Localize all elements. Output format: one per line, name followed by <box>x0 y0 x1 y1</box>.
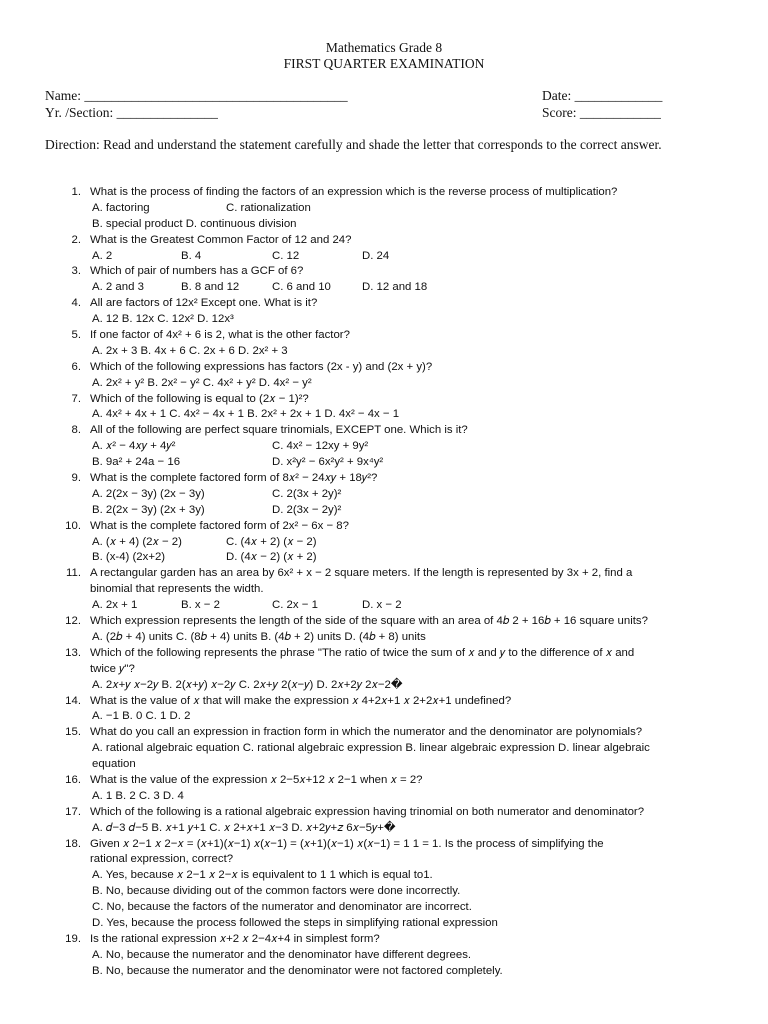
question-text: Which of the following is equal to (2𝑥 − 1)²? <box>90 392 309 405</box>
option-d[interactable]: D. (4𝑥 − 2) (𝑥 + 2) <box>226 551 317 564</box>
question-continuation <box>0 852 768 868</box>
question-item <box>0 773 768 789</box>
option-row <box>0 916 768 932</box>
date-field[interactable]: Date: _____________ <box>542 88 663 103</box>
question-text: What is the complete factored form of 2x² − 6x − 8? <box>90 519 349 532</box>
question-text: What is the complete factored form of 8𝑥² − 24𝑥𝑦 + 18𝑦²? <box>90 472 378 485</box>
option-line[interactable]: A. 12 B. 12x C. 12x² D. 12x³ <box>92 313 234 326</box>
option-a[interactable]: A. 2 <box>92 249 113 262</box>
option-line-continuation[interactable]: equation <box>92 758 136 771</box>
option-line[interactable]: A. 2x + 3 B. 4x + 6 C. 2x + 6 D. 2x² + 3 <box>92 344 288 357</box>
option-b[interactable]: B. 8 and 12 <box>181 281 240 294</box>
question-text-line2: binomial that represents the width. <box>90 583 264 596</box>
option-row <box>0 900 768 916</box>
option-d[interactable]: D. 2(3x − 2y)² <box>272 503 342 516</box>
option-row <box>0 407 768 423</box>
question-number: 2. <box>71 233 81 246</box>
question-text: Given 𝑥 2−1 𝑥 2−𝑥 = (𝑥+1)(𝑥−1) 𝑥(𝑥−1) = (𝑥+1)(𝑥−1) 𝑥(𝑥−1) = 1 1 = 1. Is the process of simplifying the <box>90 837 604 850</box>
option-c[interactable]: C. 6 and 10 <box>272 281 331 294</box>
question-number: 10. <box>65 519 81 532</box>
question-number: 5. <box>71 329 81 342</box>
score-field[interactable]: Score: ____________ <box>542 105 661 120</box>
option-line[interactable]: A. (2𝑏 + 4) units C. (8𝑏 + 4) units B. (4𝑏 + 2) units D. (4𝑏 + 8) units <box>92 630 426 643</box>
question-number: 9. <box>71 472 81 485</box>
option-b[interactable]: B. x − 2 <box>181 599 220 612</box>
question-text: What is the value of the expression 𝑥 2−5𝑥+12 𝑥 2−1 when 𝑥 = 2? <box>90 773 423 786</box>
option-row <box>0 487 768 503</box>
option-c[interactable]: C. 4x² − 12xy + 9y² <box>272 440 369 453</box>
question-number: 17. <box>65 805 81 818</box>
question-item <box>0 296 768 312</box>
question-item <box>0 423 768 439</box>
option-row <box>0 280 768 296</box>
option-row <box>0 678 768 694</box>
option-row <box>0 789 768 805</box>
question-text: All are factors of 12x² Except one. What is it? <box>90 297 318 310</box>
question-item <box>0 805 768 821</box>
question-text: Which of pair of numbers has a GCF of 6? <box>90 265 304 278</box>
question-number: 1. <box>71 186 81 198</box>
question-item <box>0 566 768 582</box>
option-line[interactable]: A. 2𝑥+𝑦 𝑥−2𝑦 B. 2(𝑥+𝑦) 𝑥−2𝑦 C. 2𝑥+𝑦 2(𝑥−𝑦) D. 2𝑥+2𝑦 2𝑥−2� <box>92 678 403 691</box>
question-text: What is the Greatest Common Factor of 12 and 24? <box>90 233 352 246</box>
option-row <box>0 249 768 265</box>
option-c[interactable]: C. rationalization <box>226 201 311 214</box>
option-row <box>0 757 768 773</box>
exam-title: FIRST QUARTER EXAMINATION <box>283 56 485 71</box>
question-text: Which of the following is a rational algebraic expression having trinomial on both numerator and denominator? <box>90 805 645 818</box>
question-number: 3. <box>71 265 81 278</box>
option-b[interactable]: B. (x-4) (2x+2) <box>92 551 166 564</box>
direction-text: Direction: Read and understand the statement carefully and shade the letter that corresponds to the correct answer. <box>45 137 662 152</box>
option-b[interactable]: B. No, because dividing out of the common factors were done incorrectly. <box>92 885 461 898</box>
question-item <box>0 360 768 376</box>
option-row <box>0 550 768 566</box>
question-item <box>0 646 768 662</box>
name-field[interactable]: Name: _______________________________________ <box>45 88 348 103</box>
option-a[interactable]: A. 2 and 3 <box>92 281 144 294</box>
option-line[interactable]: B. special product D. continuous division <box>92 217 297 230</box>
option-row <box>0 868 768 884</box>
question-text: Which of the following represents the phrase "The ratio of twice the sum of 𝑥 and 𝑦 to the difference of 𝑥 and <box>90 646 635 659</box>
option-line[interactable]: A. 4x² + 4x + 1 C. 4x² − 4x + 1 B. 2x² + 2x + 1 D. 4x² − 4x − 1 <box>92 408 400 421</box>
question-text-line2: rational expression, correct? <box>90 853 234 866</box>
option-row <box>0 709 768 725</box>
question-text: A rectangular garden has an area by 6x² + x − 2 square meters. If the length is represented by 3x + 2, find a <box>90 567 633 580</box>
question-item <box>0 392 768 408</box>
option-b[interactable]: B. No, because the numerator and the denominator were not factored completely. <box>92 964 503 977</box>
question-text: What is the value of 𝑥 that will make the expression 𝑥 4+2𝑥+1 𝑥 2+2𝑥+1 undefined? <box>90 694 512 707</box>
question-item <box>0 519 768 535</box>
option-row <box>0 439 768 455</box>
question-continuation <box>0 662 768 678</box>
option-b[interactable]: B. 2(2x − 3y) (2x + 3y) <box>92 503 205 516</box>
question-item <box>0 328 768 344</box>
question-number: 6. <box>71 360 81 373</box>
question-text: What is the process of finding the factors of an expression which is the reverse process of multiplication? <box>90 186 618 198</box>
option-a[interactable]: A. No, because the numerator and the denominator have different degrees. <box>92 948 472 961</box>
question-number: 7. <box>71 392 81 405</box>
option-row <box>0 217 768 233</box>
option-c[interactable]: C. No, because the factors of the numerator and denominator are incorrect. <box>92 901 472 914</box>
question-item <box>0 837 768 853</box>
question-item <box>0 725 768 741</box>
question-number: 11. <box>66 567 81 580</box>
option-row <box>0 455 768 471</box>
question-text: If one factor of 4x² + 6 is 2, what is the other factor? <box>90 329 350 342</box>
option-row <box>0 884 768 900</box>
option-line[interactable]: A. 𝑑−3 𝑑−5 B. 𝑥+1 𝑦+1 C. 𝑥 2+𝑥+1 𝑥−3 D. 𝑥+2𝑦+𝑧 6𝑥−5𝑦+� <box>92 821 396 834</box>
option-d[interactable]: D. Yes, because the process followed the steps in simplifying rational expression <box>92 916 498 929</box>
question-number: 18. <box>65 837 81 850</box>
option-row <box>0 598 768 614</box>
option-row <box>0 964 768 980</box>
option-line[interactable]: A. −1 B. 0 C. 1 D. 2 <box>92 710 191 723</box>
question-item <box>0 233 768 249</box>
option-a[interactable]: A. 2(2x − 3y) (2x − 3y) <box>92 487 205 500</box>
question-number: 14. <box>65 694 81 707</box>
question-text: All of the following are perfect square trinomials, EXCEPT one. Which is it? <box>90 424 468 437</box>
option-d[interactable]: D. x − 2 <box>362 599 402 612</box>
question-text-line2: twice 𝑦"? <box>90 662 135 675</box>
option-a[interactable]: A. Yes, because 𝑥 2−1 𝑥 2−𝑥 is equivalent to 1 1 which is equal to1. <box>92 869 433 882</box>
option-row <box>0 948 768 964</box>
option-a[interactable]: A. 𝑥² − 4𝑥𝑦 + 4𝑦² <box>92 440 176 453</box>
question-text: Which expression represents the length of the side of the square with an area of 4𝑏 2 + 16𝑏 + 16 square units? <box>90 615 648 628</box>
option-row <box>0 741 768 757</box>
question-item <box>0 471 768 487</box>
question-item <box>0 932 768 948</box>
option-line[interactable]: A. 1 B. 2 C. 3 D. 4 <box>92 789 184 802</box>
question-text: Which of the following expressions has factors (2x - y) and (2x + y)? <box>90 360 433 373</box>
section-field[interactable]: Yr. /Section: _______________ <box>45 105 218 120</box>
question-item <box>0 185 768 201</box>
question-text: Is the rational expression 𝑥+2 𝑥 2−4𝑥+4 in simplest form? <box>90 932 380 945</box>
question-number: 16. <box>65 773 81 786</box>
option-b[interactable]: B. 4 <box>181 249 202 262</box>
option-c[interactable]: C. 2(3x + 2y)² <box>272 487 342 500</box>
option-row <box>0 376 768 392</box>
option-a[interactable]: A. 2x + 1 <box>92 599 138 612</box>
question-item <box>0 694 768 710</box>
question-item <box>0 264 768 280</box>
subject-title: Mathematics Grade 8 <box>325 40 443 55</box>
option-row <box>0 630 768 646</box>
option-c[interactable]: C. 2x − 1 <box>272 599 318 612</box>
question-number: 19. <box>65 932 81 945</box>
option-d[interactable]: D. 12 and 18 <box>362 281 428 294</box>
option-d[interactable]: D. x²y² − 6x²y² + 9x⁴y² <box>272 456 384 469</box>
option-line[interactable]: A. 2x² + y² B. 2x² − y² C. 4x² + y² D. 4x² − y² <box>92 376 312 389</box>
question-continuation <box>0 582 768 598</box>
option-d[interactable]: D. 24 <box>362 249 390 262</box>
question-text: What do you call an expression in fraction form in which the numerator and the denominator are polynomials? <box>90 726 643 739</box>
option-row <box>0 312 768 328</box>
question-number: 8. <box>71 424 81 437</box>
question-number: 4. <box>71 297 81 310</box>
question-list <box>0 185 768 980</box>
question-number: 13. <box>65 646 81 659</box>
option-b[interactable]: B. 9a² + 24a − 16 <box>92 456 181 469</box>
option-c[interactable]: C. 12 <box>272 249 300 262</box>
option-row <box>0 821 768 837</box>
option-row <box>0 535 768 551</box>
option-line[interactable]: A. rational algebraic equation C. rational algebraic expression B. linear algebraic expression D. linear algebraic <box>92 742 650 755</box>
option-row <box>0 344 768 360</box>
question-number: 12. <box>65 615 81 628</box>
option-row <box>0 503 768 519</box>
option-a[interactable]: A. factoring <box>92 201 150 214</box>
option-a[interactable]: A. (𝑥 + 4) (2𝑥 − 2) <box>92 535 182 548</box>
question-item <box>0 614 768 630</box>
option-row <box>0 201 768 217</box>
question-number: 15. <box>65 726 81 739</box>
option-c[interactable]: C. (4𝑥 + 2) (𝑥 − 2) <box>226 535 317 548</box>
